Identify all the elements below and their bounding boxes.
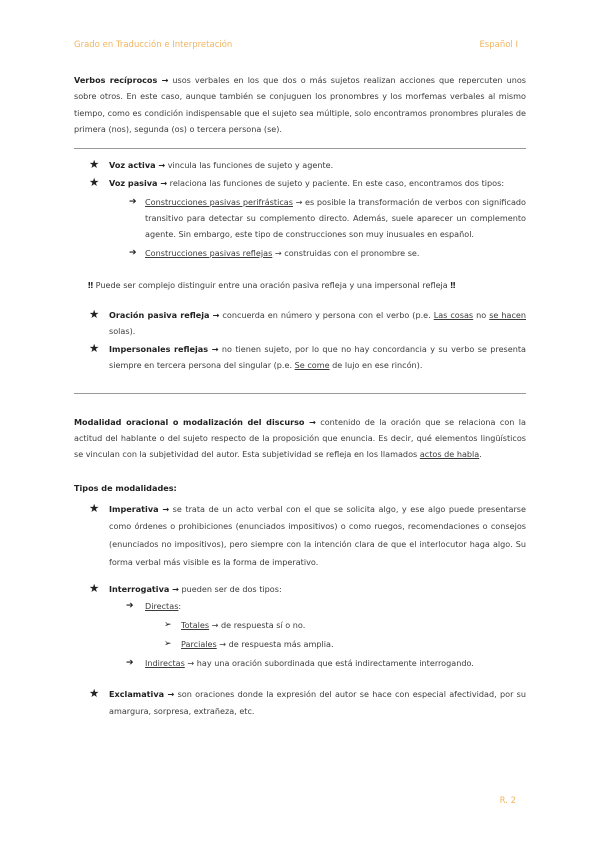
document-body (74, 72, 526, 720)
star-icon: ★ (89, 500, 100, 515)
list-item-totales (74, 617, 526, 633)
paragraph-modalidad (74, 414, 526, 463)
page-number: R. 2 (499, 796, 516, 806)
header-subject: Español I (479, 40, 518, 50)
text-impersonales-a: no tienen sujeto, por lo que no hay concordancia y su verbo se presenta siempre en tercera persona del singular (p.e. (109, 343, 527, 370)
exclamation-icon: ‼ (88, 279, 94, 290)
text-exclamativa: son oraciones donde la expresión del autor se hace con especial afectividad, por su amargura, sorpresa, extrañeza, etc. (109, 689, 526, 717)
text-pasiva-refleja-a: concuerda en número y persona con el verbo (p.e. (219, 309, 434, 320)
text-modalidad-a: contenido de la oración que se relaciona con la actitud del hablante o del sujeto respecto de la proposición que enuncia. Es decir, qué elementos lingüísticos se vinculan con la subjetividad del autor. Esta subjetividad se refleja en los llamados (74, 416, 526, 460)
paragraph-reciprocos (74, 72, 526, 138)
list-item-pasiva-refleja (74, 307, 526, 339)
text-pasiva-refleja-c: solas). (109, 325, 136, 336)
text-reflejas: → construidas con el pronombre se. (272, 247, 420, 258)
exclamation-icon: ‼ (450, 279, 456, 290)
star-icon: ★ (89, 581, 100, 596)
term-voz-activa: Voz activa → (109, 159, 166, 170)
arrow-icon: ➔ (126, 658, 134, 669)
list-item-voz-activa (74, 157, 526, 173)
example-se-hacen: se hacen (489, 309, 527, 320)
term-actos-de-habla: actos de habla (419, 449, 480, 460)
text-voz-activa: vincula las funciones de sujeto y agente. (165, 159, 334, 170)
example-se-come: Se come (294, 359, 330, 370)
star-icon: ★ (89, 686, 100, 701)
text-reciprocos: usos verbales en los que dos o más sujetos realizan acciones que repercuten unos sobre otros. En este caso, aunque también se conjuguen los pronombres y los morfemas verbales al mismo tiempo, como es condición indispensable que el sujeto sea múltiple, solo encontramos pronombres plurales de primera (nos), segunda (os) o tercera persona (se). (74, 75, 526, 135)
text-voz-pasiva: relaciona las funciones de sujeto y paciente. En este caso, encontramos dos tipos: (167, 177, 505, 188)
term-indirectas: Indirectas (145, 658, 185, 669)
term-exclamativa: Exclamativa → (109, 689, 175, 700)
arrow-icon: ➔ (129, 196, 137, 207)
text-perifrasticas: → es posible la transformación de verbos con significado transitivo para detectar su complemento directo. Además, suele aparecer un complemento agente. Sin embargo, este tipo de construcciones son muy inusuales en español. (145, 196, 527, 239)
text-modalidad-b: . (479, 449, 482, 460)
list-item-interrogativa (74, 581, 526, 597)
term-imperativa: Imperativa → (109, 503, 170, 514)
list-item-perifrasticas (74, 194, 526, 242)
star-icon: ★ (89, 306, 100, 321)
list-item-directas (74, 598, 526, 614)
list-item-impersonales (74, 341, 526, 373)
text-indirectas: → hay una oración subordinada que está indirectamente interrogando. (184, 658, 474, 669)
star-icon: ★ (89, 340, 100, 355)
header-course: Grado en Traducción e Interpretación (74, 40, 233, 50)
note-text: Puede ser complejo distinguir entre una oración pasiva refleja y una impersonal refleja (93, 279, 451, 290)
arrow-icon: ➔ (129, 247, 137, 258)
list-item-reflejas (74, 245, 526, 261)
text-pasiva-refleja-b: no (473, 309, 490, 320)
section-title-tipos: Tipos de modalidades: (74, 482, 177, 493)
term-modalidad: Modalidad oracional o modalización del discurso → (74, 416, 316, 427)
text-interrogativa: pueden ser de dos tipos: (178, 584, 282, 595)
divider (74, 148, 526, 149)
arrow-icon: ➔ (126, 601, 134, 612)
term-reflejas: Construcciones pasivas reflejas (145, 247, 273, 258)
term-pasiva-refleja: Oración pasiva refleja → (109, 309, 220, 320)
term-interrogativa: Interrogativa → (109, 584, 179, 595)
text-parciales: → de respuesta más amplia. (216, 639, 334, 650)
star-icon: ★ (89, 156, 100, 171)
term-impersonales: Impersonales reflejas → (109, 343, 219, 354)
list-item-voz-pasiva (74, 175, 526, 191)
term-totales: Totales (181, 620, 210, 631)
section-reflejas (74, 307, 526, 373)
text-imperativa: se trata de un acto verbal con el que se solicita algo, y ese algo puede presentarse como órdenes o prohibiciones (enunciados impositivos) o como ruegos, recomendaciones o consejos (enunciados no impositivos), pero siempre con la intención clara de que el interlocutor haga algo. Su forma verbal más visible es la forma de imperativo. (109, 503, 526, 567)
term-voz-pasiva: Voz pasiva → (109, 177, 168, 188)
example-las-cosas: Las cosas (433, 309, 474, 320)
divider (74, 393, 526, 394)
list-item-exclamativa (74, 686, 526, 720)
term-perifrasticas: Construcciones pasivas perifrásticas (145, 196, 293, 207)
text-impersonales-b: de lujo en ese rincón). (329, 359, 423, 370)
term-directas: Directas (145, 601, 179, 612)
term-parciales: Parciales (181, 639, 217, 650)
star-icon: ★ (89, 174, 100, 189)
section-modalidades (74, 501, 526, 720)
term-reciprocos: Verbos recíprocos → (74, 75, 169, 85)
arrowhead-icon: ➢ (164, 620, 172, 631)
list-item-parciales (74, 636, 526, 652)
arrowhead-icon: ➢ (164, 639, 172, 650)
text-totales: → de respuesta sí o no. (209, 620, 306, 631)
list-item-indirectas (74, 655, 526, 671)
list-item-imperativa (74, 501, 526, 571)
section-voz (74, 157, 526, 261)
note-warning (74, 277, 526, 293)
text-directas: : (178, 601, 182, 612)
